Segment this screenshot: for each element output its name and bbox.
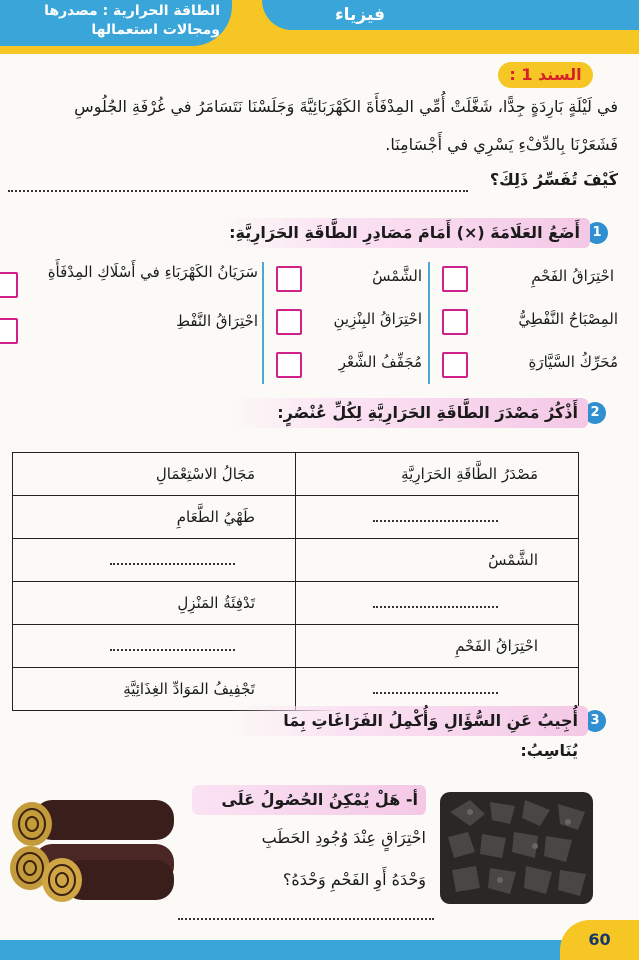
checkbox-heater-wires[interactable] [0, 272, 18, 298]
checkbox-hair-dryer[interactable] [276, 352, 302, 378]
checkbox-gasoline[interactable] [276, 309, 302, 335]
document-question: كَيْفَ تُفَسِّرُ ذَلِكَ؟ [489, 170, 618, 189]
question-a-line3: وَحْدَهُ أَوِ الفَحْمِ وَحْدَهُ؟ [282, 870, 426, 889]
task1-number: 1 [586, 222, 608, 244]
table-row [13, 582, 579, 625]
chapter-title-line2: ومجالات استعمالها [91, 22, 220, 38]
chapter-title [10, 2, 220, 40]
document-text-line2: فَشَعَرْنَا بِالدِّفْءِ يَسْرِي في أَجْسَامِنَا. [385, 135, 618, 154]
table-row [13, 539, 579, 582]
use-cell-3: تَدْفِئَةُ المَنْزِلِ [13, 582, 296, 625]
use-cell-5: تَجْفِيفُ المَوَادِّ الغِذَائِيَّةِ [13, 668, 296, 711]
answer-line-1[interactable] [178, 918, 434, 920]
page-number: 60 [560, 920, 639, 960]
fill-dots [110, 649, 235, 651]
use-cell-2[interactable] [13, 539, 296, 582]
checkbox-oil-lamp[interactable] [442, 309, 468, 335]
source-cell-5[interactable] [296, 668, 579, 711]
document-question-row [20, 170, 618, 189]
option-heater-wires: سَرَيَانُ الكَهْرَبَاءِ في أَسْلَاكِ المِدْفَأَةِ [47, 263, 258, 281]
header-use: مَجَالُ الاسْتِعْمَالِ [13, 453, 296, 496]
source-cell-4: احْتِرَاقُ الفَحْمِ [296, 625, 579, 668]
checkbox-coal[interactable] [442, 266, 468, 292]
fill-dots [373, 692, 498, 694]
option-oil: احْتِرَاقُ النَّفْطِ [176, 312, 258, 330]
checkbox-oil[interactable] [0, 318, 18, 344]
task3-instruction: أُجِيبُ عَنِ السُّؤَالِ وَأُكْمِلُ الفَرَاغَاتِ بِمَا يُنَاسِبُ: [230, 706, 588, 736]
document-text-line1: في لَيْلَةٍ بَارِدَةٍ جِدًّا، شَغَّلَتْ أُمِّي المِدْفَأَةَ الكَهْرَبَائِيَّةَ وَجَلَسْنَا نَتَسَامَرُ في غُرْفَةِ الجُلُوسِ [74, 97, 618, 116]
subject-title: فيزياء [334, 5, 386, 25]
fill-dots [373, 606, 498, 608]
fill-dots [110, 563, 235, 565]
option-car-engine: مُحَرِّكُ السَّيَّارَةِ [528, 353, 618, 371]
source-cell-1[interactable] [296, 496, 579, 539]
option-hair-dryer: مُجَفِّفُ الشَّعْرِ [338, 353, 422, 371]
source-cell-2: الشَّمْسُ [296, 539, 579, 582]
question-a-line1: أ- هَلْ يُمْكِنُ الحُصُولُ عَلَى [192, 785, 426, 815]
option-coal: احْتِرَاقُ الفَحْمِ [531, 267, 614, 285]
chapter-title-line1: الطاقة الحرارية : مصدرها [44, 3, 220, 19]
source-cell-3[interactable] [296, 582, 579, 625]
fill-dots [373, 520, 498, 522]
use-cell-4[interactable] [13, 625, 296, 668]
checkbox-car-engine[interactable] [442, 352, 468, 378]
table-row [13, 668, 579, 711]
question-a-line2: احْتِرَاقٍ عِنْدَ وُجُودِ الحَطَبِ [261, 828, 426, 847]
column-divider-left [262, 262, 264, 384]
option-gasoline: احْتِرَاقُ البِنْزِينِ [333, 310, 422, 328]
task3-number: 3 [584, 710, 606, 732]
document-badge: السند 1 : [498, 62, 593, 88]
question-answer-line[interactable] [8, 190, 468, 192]
coal-image [440, 792, 593, 904]
task2-instruction: أَذْكُرُ مَصْدَرَ الطَّاقَةِ الحَرَارِيَّةِ لِكُلِّ عُنْصُرٍ: [230, 398, 588, 428]
option-sun: الشَّمْسُ [372, 267, 422, 285]
column-divider-right [428, 262, 430, 384]
checkbox-sun[interactable] [276, 266, 302, 292]
header-source: مَصْدَرُ الطَّاقَةِ الحَرَارِيَّةِ [296, 453, 579, 496]
option-oil-lamp: المِصْبَاحُ النَّفْطِيُّ [518, 310, 618, 328]
energy-table [12, 452, 579, 711]
task1-instruction: أَضَعُ العَلَامَةَ (×) أَمَامَ مَصَادِرِ الطَّاقَةِ الحَرَارِيَّةِ: [220, 218, 590, 248]
table-row [13, 625, 579, 668]
footer-stripe [0, 940, 639, 960]
use-cell-1: طَهْيُ الطَّعَامِ [13, 496, 296, 539]
table-row [13, 496, 579, 539]
table-header-row [13, 453, 579, 496]
task2-number: 2 [584, 402, 606, 424]
wood-logs-image [4, 794, 180, 904]
